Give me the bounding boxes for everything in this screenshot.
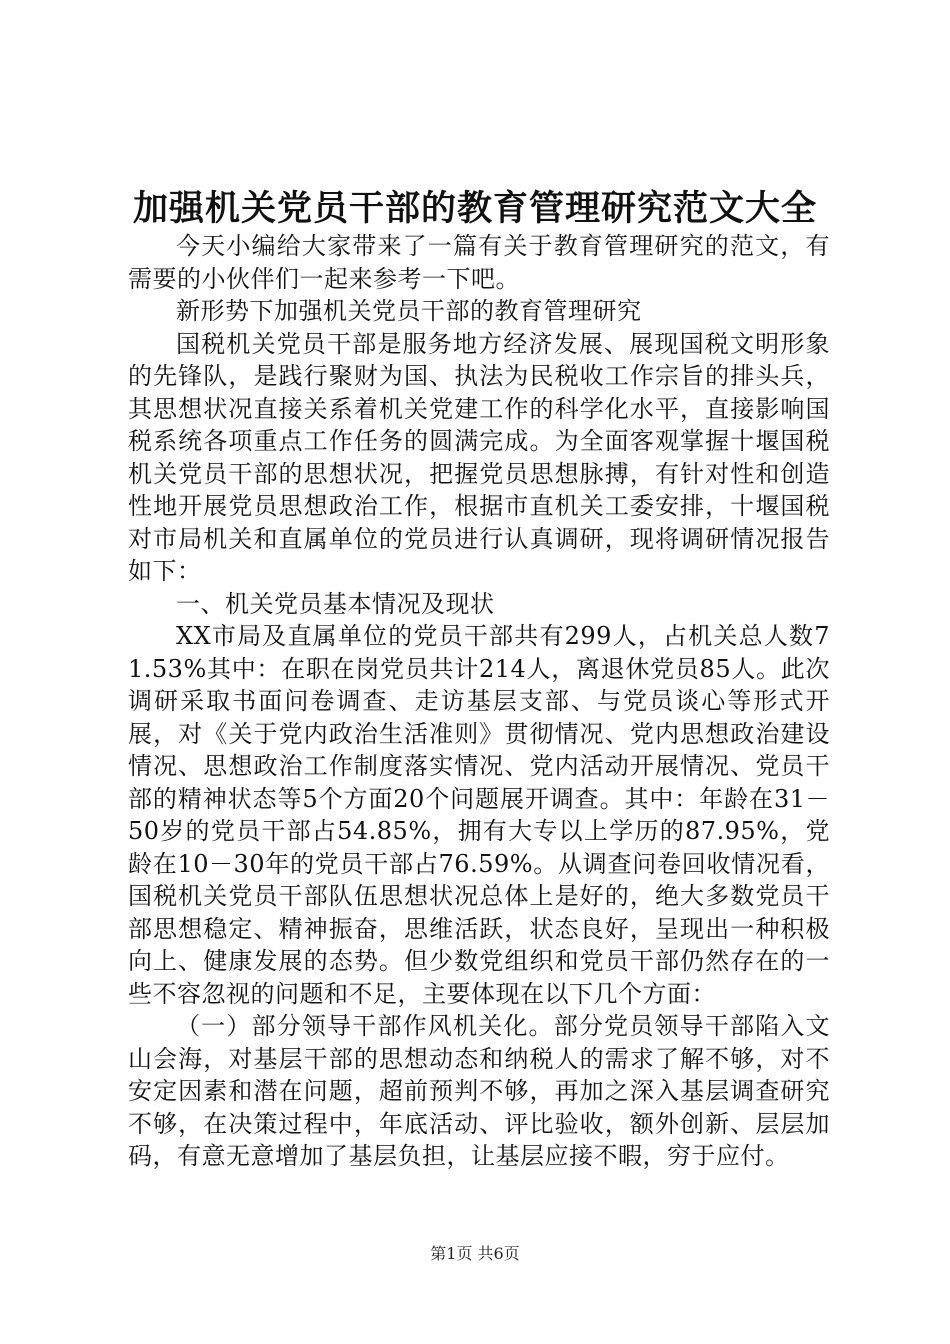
paragraph-statistics: XX市局及直属单位的党员干部共有299人，占机关总人数71.53%其中：在职在岗党员共计214人，离退休党员85人。此次调研采取书面问卷调查、走访基层支部、与党员谈心等形式开展，对《关于党内政治生活准则》贯彻情况、党内思想政治建设情况、思想政治工作制度落实情况、党内活动开展情况、党员干部的精神状态等5个方面20个问题展开调查。其中：年龄在31－50岁的党员干部占54.85%，拥有大专以上学历的87.95%，党龄在10－30年的党员干部占76.59%。从调查问卷回收情况看，国税机关党员干部队伍思想状况总体上是好的，绝大多数党员干部思想稳定、精神振奋，思维活跃，状态良好，呈现出一种积极向上、健康发展的态势。但少数党组织和党员干部仍然存在的一些不容忽视的问题和不足，主要体现在以下几个方面： — [128, 622, 830, 1008]
section-heading-1: 一、机关党员基本情况及现状 — [176, 589, 495, 618]
paragraph-issue-1: （一）部分领导干部作风机关化。部分党员领导干部陷入文山会海，对基层干部的思想动态和纳税人的需求了解不够，对不安定因素和潜在问题，超前预判不够，再加之深入基层调查研究不够，在决策过程中，年底活动、评比验收，额外创新、层层加码，有意无意增加了基层负担，让基层应接不暇，穷于应付。 — [128, 1012, 830, 1170]
paragraph-intro: 今天小编给大家带来了一篇有关于教育管理研究的范文，有需要的小伙伴们一起来参考一下吧。 — [128, 232, 830, 293]
document-title: 加强机关党员干部的教育管理研究范文大全 — [132, 188, 817, 229]
document-body — [128, 230, 830, 1173]
paragraph-subtitle: 新形势下加强机关党员干部的教育管理研究 — [176, 297, 642, 325]
paragraph-overview: 国税机关党员干部是服务地方经济发展、展现国税文明形象的先锋队，是践行聚财为国、执法为民税收工作宗旨的排头兵，其思想状况直接关系着机关党建工作的科学化水平，直接影响国税系统各项重点工作任务的圆满完成。为全面客观掌握十堰国税机关党员干部的思想状况，把握党员思想脉搏，有针对性和创造性地开展党员思想政治工作，根据市直机关工委安排，十堰国税对市局机关和直属单位的党员进行认真调研，现将调研情况报告如下： — [128, 329, 830, 585]
page-number-footer: 第1页 共6页 — [430, 1244, 520, 1263]
